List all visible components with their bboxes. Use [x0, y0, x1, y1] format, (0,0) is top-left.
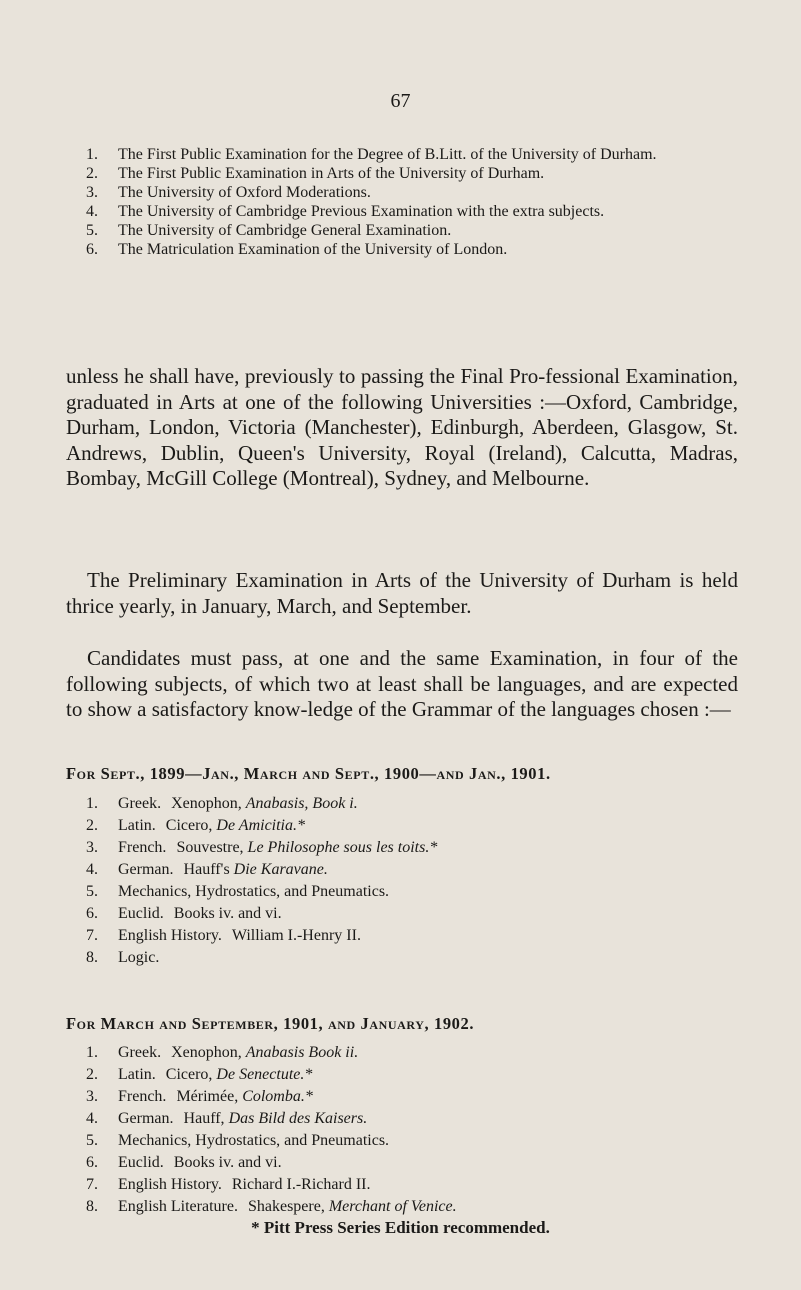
list-item: 4. German. Hauff, Das Bild des Kaisers. [86, 1110, 368, 1127]
list-item: 5. Mechanics, Hydrostatics, and Pneumatics. [86, 883, 390, 900]
list-item: 5. Mechanics, Hydrostatics, and Pneumatics. [86, 1132, 390, 1149]
section-heading-1899: For Sept., 1899—Jan., March and Sept., 1900—and Jan., 1901. [66, 764, 551, 783]
list-item: 4. German. Hauff's Die Karavane. [86, 861, 328, 878]
list-item: 6. Euclid. Books iv. and vi. [86, 905, 282, 922]
list-item: 5. The University of Cambridge General Examination. [86, 222, 452, 239]
list-item: 2. The First Public Examination in Arts of the University of Durham. [86, 165, 545, 182]
list-item: 8. English Literature. Shakespere, Merchant of Venice. [86, 1198, 457, 1215]
footnote: * Pitt Press Series Edition recommended. [251, 1218, 550, 1237]
list-item: 6. The Matriculation Examination of the University of London. [86, 241, 508, 258]
section-heading-1901: For March and September, 1901, and January, 1902. [66, 1014, 475, 1033]
paragraph-universities: unless he shall have, previously to passing the Final Pro-fessional Examination, graduated in Arts at one of the following Universities :—Oxford, Cambridge, Durham, London, Victoria (Manchester), Edinburgh, Aberdeen, Glasgow, St. Andrews, Dublin, Queen's University, Royal (Ireland), Calcutta, Madras, Bombay, McGill College (Montreal), Sydney, and Melbourne. [66, 364, 738, 490]
list-item: 3. French. Souvestre, Le Philosophe sous les toits.* [86, 839, 438, 856]
subject-list-1899 [86, 793, 736, 969]
list-item: 1. Greek. Xenophon, Anabasis Book ii. [86, 1044, 359, 1061]
list-item: 8. Logic. [86, 949, 160, 966]
list-item: 6. Euclid. Books iv. and vi. [86, 1154, 282, 1171]
list-item: 2. Latin. Cicero, De Senectute.* [86, 1066, 313, 1083]
paragraph-candidates: Candidates must pass, at one and the same Examination, in four of the following subjects, of which two at least shall be languages, and are expected to show a satisfactory know-ledge of the Grammar of the languages chosen :— [66, 646, 738, 721]
paragraph-preliminary-exam: The Preliminary Examination in Arts of the University of Durham is held thrice yearly, in January, March, and September. [66, 568, 738, 618]
list-item: 7. English History. William I.-Henry II. [86, 927, 361, 944]
list-item: 3. The University of Oxford Moderations. [86, 184, 371, 201]
subject-list-1901 [86, 1042, 736, 1218]
list-item: 2. Latin. Cicero, De Amicitia.* [86, 817, 305, 834]
list-item: 3. French. Mérimée, Colomba.* [86, 1088, 313, 1105]
list-item: 1. Greek. Xenophon, Anabasis, Book i. [86, 795, 358, 812]
page-number: 67 [390, 90, 411, 112]
list-item: 1. The First Public Examination for the Degree of B.Litt. of the University of Durham. [86, 146, 657, 163]
list-item: 7. English History. Richard I.-Richard II. [86, 1176, 371, 1193]
examination-list [86, 145, 726, 259]
list-item: 4. The University of Cambridge Previous Examination with the extra subjects. [86, 203, 605, 220]
